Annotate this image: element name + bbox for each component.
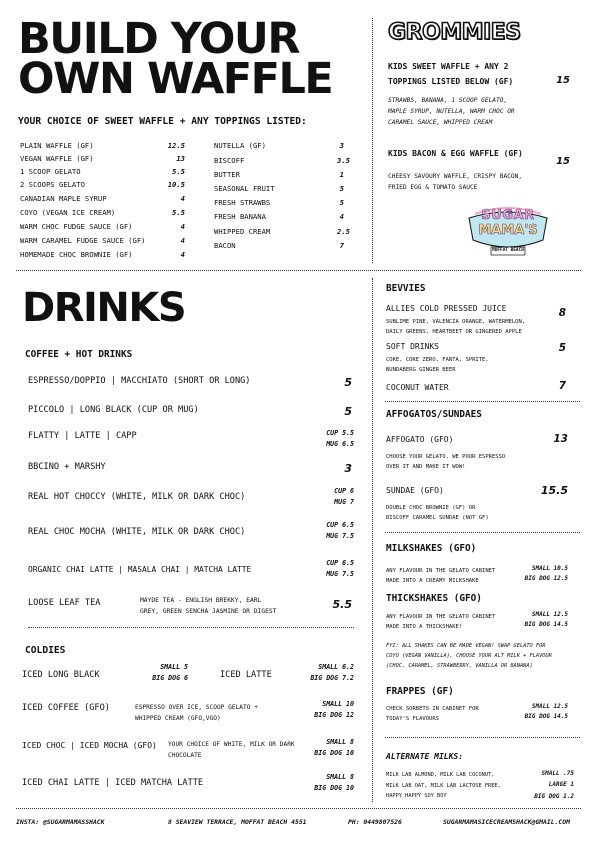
list-item: FRESH STRAWBS 5 (214, 198, 344, 207)
drink-espresso-price: 5 (344, 376, 352, 389)
list-item: BACON 7 (214, 241, 344, 250)
coldie-iced-latte: ICED LATTE (220, 670, 272, 680)
drink-flatty: FLATTY | LATTE | CAPP (28, 431, 137, 441)
bevvie-juice: ALLIES COLD PRESSED JUICE (386, 304, 507, 313)
alt-milks-sizes: SMALL .75 LARGE 1 BIG DOG 1.2 (534, 770, 574, 800)
thickshakes-heading: THICKSHAKES (GFO) (386, 593, 482, 604)
frappes-heading: FRAPPES (GF) (386, 686, 454, 697)
grommies-item1: KIDS SWEET WAFFLE + ANY 2 TOPPINGS LISTED BELOW (GF) (388, 62, 514, 87)
coldie-iced-chai-sizes: SMALL 8 BIG DOG 10 (314, 773, 354, 792)
affogato-desc: CHOOSE YOUR GELATO, WE POUR ESPRESSO OVER IT AND MAKE IT WOW! (386, 454, 506, 471)
footer-phone: PH: 0449807526 (348, 818, 402, 826)
logo-line1: SUGAR (481, 208, 535, 223)
list-item: HOMEMADE CHOC BROWNIE (GF) 4 (20, 250, 185, 259)
bevvies-heading: BEVVIES (386, 283, 426, 294)
affogato-price: 13 (553, 433, 568, 445)
bevvie-coconut-price: 7 (558, 380, 566, 392)
list-item: 1 SCOOP GELATO 5.5 (20, 167, 185, 176)
coldies-heading: COLDIES (25, 645, 66, 656)
logo-line2: MAMA'S (478, 223, 538, 238)
milkshake-divider (385, 532, 580, 533)
coldie-iced-choc: ICED CHOC | ICED MOCHA (GFO) (22, 741, 157, 750)
list-item: NUTELLA (GF) 3 (214, 141, 344, 150)
drink-tea-price: 5.5 (332, 598, 352, 611)
drinks-title: DRINKS (22, 285, 186, 331)
drink-tea: LOOSE LEAF TEA (28, 598, 101, 608)
list-item: COYO (VEGAN ICE CREAM) 5.5 (20, 208, 185, 217)
list-item: VEGAN WAFFLE (GF) 13 (20, 154, 185, 163)
frappes-sizes: SMALL 12.5 BIG DOG 14.5 (524, 703, 568, 720)
top-divider-vertical (372, 18, 373, 263)
drink-choccy: REAL HOT CHOCCY (WHITE, MILK OR DARK CHOC) (28, 492, 246, 502)
coldie-iced-coffee: ICED COFFEE (GFO) (22, 703, 110, 713)
list-item: FRESH BANANA 4 (214, 212, 344, 221)
drink-flatty-sizes: CUP 5.5 MUG 6.5 (326, 429, 354, 448)
coldie-iced-latte-sizes: SMALL 6.2 BIG DOG 7.2 (310, 663, 354, 682)
drink-bbcino-price: 3 (344, 462, 352, 475)
drink-chai-sizes: CUP 6.5 MUG 7.5 (326, 559, 354, 578)
grommies-item2-desc: CHEESY SAVOURY WAFFLE, CRISPY BACON, FRIED EGG & TOMATO SAUCE (388, 173, 523, 191)
bottom-divider-vertical (372, 278, 373, 802)
list-item: BISCOFF 3.5 (214, 156, 350, 165)
coldie-long-black-sizes: SMALL 5 BIG DOG 6 (152, 663, 188, 682)
drink-choccy-sizes: CUP 6 MUG 7 (334, 487, 354, 506)
grommies-title: GROMMIES (388, 20, 521, 45)
list-item: WARM CARAMEL FUDGE SAUCE (GF) 4 (20, 236, 185, 245)
list-item: CANADIAN MAPLE SYRUP 4 (20, 194, 185, 203)
coldie-long-black: ICED LONG BLACK (22, 670, 100, 680)
coldies-divider (28, 627, 354, 628)
milkshakes-desc: ANY FLAVOUR IN THE GELATO CABINET MADE INTO A CREAMY MILKSHAKE (386, 568, 496, 585)
footer-insta: INSTA: @SUGARMAMASSHACK (16, 818, 105, 826)
build-title-line1: BUILD YOUR (18, 14, 299, 64)
mid-divider-horizontal (16, 270, 581, 271)
drink-mocha: REAL CHOC MOCHA (WHITE, MILK OR DARK CHOC) (28, 527, 246, 537)
build-title (18, 14, 333, 104)
affogato-item: AFFOGATO (GFO) (386, 435, 454, 444)
sundae-price: 15.5 (540, 484, 568, 497)
list-item: WARM CHOC FUDGE SAUCE (GF) 4 (20, 222, 185, 231)
sundae-desc: DOUBLE CHOC BROWNIE (GF) OR BISCOFF CARAMEL SUNDAE (NOT GF) (386, 505, 489, 522)
sugar-mamas-logo (463, 204, 553, 260)
thickshakes-sizes: SMALL 12.5 BIG DOG 14.5 (524, 611, 568, 628)
coldie-iced-choc-sizes: SMALL 8 BIG DOG 10 (314, 738, 354, 757)
bevvie-coconut: COCONUT WATER (386, 383, 449, 392)
drink-bbcino: BBCINO + MARSHY (28, 462, 106, 472)
drink-mocha-sizes: CUP 6.5 MUG 7.5 (326, 521, 354, 540)
coldie-iced-coffee-desc: ESPRESSO OVER ICE, SCOOP GELATO + WHIPPED CREAM (GFO,VGO) (135, 704, 258, 723)
milkshakes-sizes: SMALL 10.5 BIG DOG 12.5 (524, 565, 568, 582)
list-item: SEASONAL FRUIT 5 (214, 184, 344, 193)
thickshakes-desc: ANY FLAVOUR IN THE GELATO CABINET MADE INTO A THICKSHAKE! (386, 614, 496, 631)
grommies-item2-price: 15 (556, 156, 570, 167)
affogatos-heading: AFFOGATOS/SUNDAES (386, 409, 482, 420)
logo-line3: MOFFAT BEACH (492, 248, 524, 253)
frappes-desc: CHECK SORBETS IN CABINET FOR TODAY'S FLAVOURS (386, 706, 479, 723)
fyi-note: FYI: ALL SHAKES CAN BE MADE VEGAN! SWAP GELATO FOR COYO (VEGAN VANILLA), CHOOSE YOUR ALT MILK + FLAVOUR (CHOC, CARAMEL, STRAWBERRY, VANILLA OR BANANA) (386, 643, 552, 670)
bevvie-juice-desc: SUBLIME PINE, VALENCIA ORANGE, WATERMELON, DAILY GREENS, HEARTBEET OR GINGERED APPLE (386, 319, 526, 336)
build-subtitle: YOUR CHOICE OF SWEET WAFFLE + ANY TOPPINGS LISTED: (18, 116, 307, 127)
drink-espresso: ESPRESSO/DOPPIO | MACCHIATO (SHORT OR LONG) (28, 376, 251, 386)
footer-address: 8 SEAVIEW TERRACE, MOFFAT BEACH 4551 (168, 818, 307, 826)
footer-email: SUGARMAMASICECREAMSHACK@GMAIL.COM (443, 818, 570, 826)
sundae-item: SUNDAE (GFO) (386, 486, 444, 495)
build-title-line2: OWN WAFFLE (18, 53, 333, 104)
coldie-iced-choc-desc: YOUR CHOICE OF WHITE, MILK OR DARK CHOCOLATE (168, 741, 295, 760)
list-item: BUTTER 1 (214, 170, 344, 179)
list-item: 2 SCOOPS GELATO 10.5 (20, 180, 185, 189)
drink-piccolo: PICCOLO | LONG BLACK (CUP OR MUG) (28, 405, 199, 415)
drink-tea-desc: MAYDE TEA - ENGLISH BREKKY, EARL GREY, GREEN SENCHA JASMINE OR DIGEST (140, 597, 277, 616)
alt-milks-divider (385, 737, 580, 738)
list-item: WHIPPED CREAM 2.5 (214, 227, 350, 236)
affogato-divider (385, 401, 580, 402)
coffee-heading: COFFEE + HOT DRINKS (25, 349, 133, 360)
alt-milks-list: MILK LAB ALMOND, MILK LAB COCONUT, MILK LAB OAT, MILK LAB LACTOSE FREE, HAPPY HAPPY SOY BOY (386, 772, 501, 800)
drink-chai: ORGANIC CHAI LATTE | MASALA CHAI | MATCHA LATTE (28, 565, 252, 574)
footer-divider (16, 808, 581, 809)
grommies-item1-desc: STRAWBS, BANANA, 1 SCOOP GELATO, MAPLE SYRUP, NUTELLA, WARM CHOC OR CARAMEL SAUCE, WHIPPED CREAM (388, 97, 515, 126)
drink-piccolo-price: 5 (344, 405, 352, 418)
bevvie-soft-desc: COKE, COKE ZERO, FANTA, SPRITE, BUNDABERG GINGER BEER (386, 357, 489, 374)
milkshakes-heading: MILKSHAKES (GFO) (386, 543, 477, 554)
coldie-iced-coffee-sizes: SMALL 10 BIG DOG 12 (314, 700, 354, 719)
grommies-item2: KIDS BACON & EGG WAFFLE (GF) (388, 149, 523, 158)
alt-milks-heading: ALTERNATE MILKS: (386, 752, 464, 761)
bevvie-soft: SOFT DRINKS (386, 342, 439, 351)
bevvie-juice-price: 8 (558, 307, 566, 319)
bevvie-soft-price: 5 (558, 342, 566, 354)
list-item: PLAIN WAFFLE (GF) 12.5 (20, 141, 185, 150)
grommies-item1-price: 15 (556, 75, 570, 86)
coldie-iced-chai: ICED CHAI LATTE | ICED MATCHA LATTE (22, 778, 204, 788)
